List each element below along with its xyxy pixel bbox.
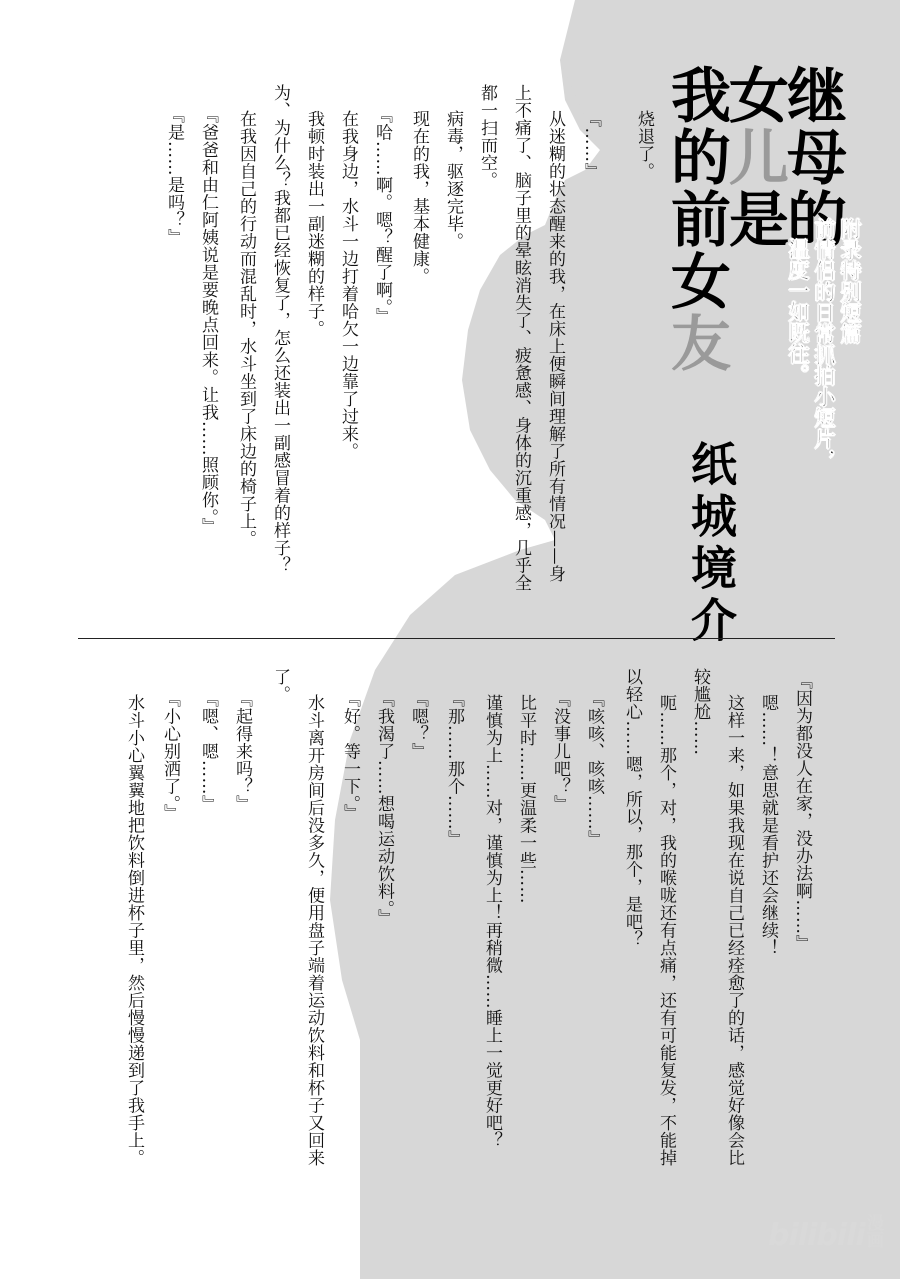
- title-line-3: 我的前女友: [661, 64, 731, 374]
- watermark-label: 漫画: [863, 1214, 883, 1248]
- text-column: 『是……是吗？』: [164, 106, 184, 246]
- text-column: 烧退了。: [634, 110, 654, 180]
- text-column: 从迷糊的状态醒来的我，在床上便瞬间理解了所有情况——身: [545, 110, 565, 583]
- watermark-logo: bilibili: [768, 1218, 865, 1253]
- text-column: 为、为什么？我都已经恢复了，怎么还装出一副感冒着的样子？: [270, 84, 290, 574]
- text-column: 『咳咳、咳咳……』: [584, 690, 604, 848]
- text-column: 『我渴了……想喝运动饮料。』: [374, 690, 394, 927]
- text-column: 『嗯、嗯……』: [198, 690, 218, 813]
- text-column: 『……』: [581, 110, 601, 180]
- title-line-2: 女儿是: [719, 64, 789, 250]
- text-column: 『爸爸和由仁阿姨说是要晚点回来。让我……照顾你。』: [198, 106, 218, 535]
- author-name: 纸城境介: [684, 440, 738, 648]
- section-divider: [78, 638, 835, 639]
- text-column: 我顿时装出一副迷糊的样子。: [304, 110, 324, 338]
- subtitle-line-3: 温度一如既往。: [786, 238, 810, 385]
- text-column: 了。: [270, 668, 290, 703]
- text-column: 水斗离开房间后没多久，便用盘子端着运动饮料和杯子又回来: [304, 694, 324, 1167]
- text-column: 较尴尬……: [690, 668, 710, 756]
- text-column: 『因为都没人在家，没办法啊……』: [792, 672, 812, 952]
- text-column: 都一扫而空。: [477, 84, 497, 189]
- text-column: 『哈……啊。嗯？醒了啊。』: [372, 106, 392, 325]
- bilibili-manga-watermark: [768, 1212, 888, 1262]
- text-column: 『嗯？』: [408, 690, 428, 760]
- text-column: 呃……那个，对，我的喉咙还有点痛，还有可能复发，不能掉: [656, 694, 676, 1167]
- text-column: 嗯……！意思就是看护还会继续！: [758, 694, 778, 957]
- text-column: 谨慎为上……对，谨慎为上！再稍微……睡上一觉更好吧？: [482, 694, 502, 1149]
- text-column: 『好。等一下。』: [340, 690, 360, 822]
- subtitle-line-1: 附录特别短篇: [838, 218, 862, 344]
- text-column: 『没事儿吧？』: [550, 690, 570, 813]
- subtitle-line-2: 前情侣的日常抓拍小短片，: [812, 218, 836, 470]
- text-column: 『小心别洒了。』: [160, 690, 180, 822]
- text-column: 在我因自己的行动而混乱时，水斗坐到了床边的椅子上。: [236, 110, 256, 548]
- text-column: 『那……那个……』: [444, 690, 464, 848]
- text-column: 上不痛了、脑子里的晕眩消失了、疲惫感、身体的沉重感，几乎全: [511, 84, 531, 592]
- text-column: 『起得来吗？』: [232, 690, 252, 813]
- text-column: 以轻心……嗯，所以，那个，是吧？: [622, 668, 642, 948]
- text-column: 病毒，驱逐完毕。: [443, 110, 463, 250]
- text-column: 这样一来，如果我现在说自己已经痊愈了的话，感觉好像会比: [724, 694, 744, 1167]
- text-column: 现在的我，基本健康。: [409, 110, 429, 285]
- title-line-1: 继母的: [777, 64, 847, 250]
- text-column: 比平时……更温柔一些……: [516, 694, 536, 904]
- text-column: 在我身边，水斗一边打着哈欠一边靠了过来。: [338, 110, 358, 460]
- text-column: 水斗小心翼翼地把饮料倒进杯子里，然后慢慢递到了我手上。: [124, 694, 144, 1167]
